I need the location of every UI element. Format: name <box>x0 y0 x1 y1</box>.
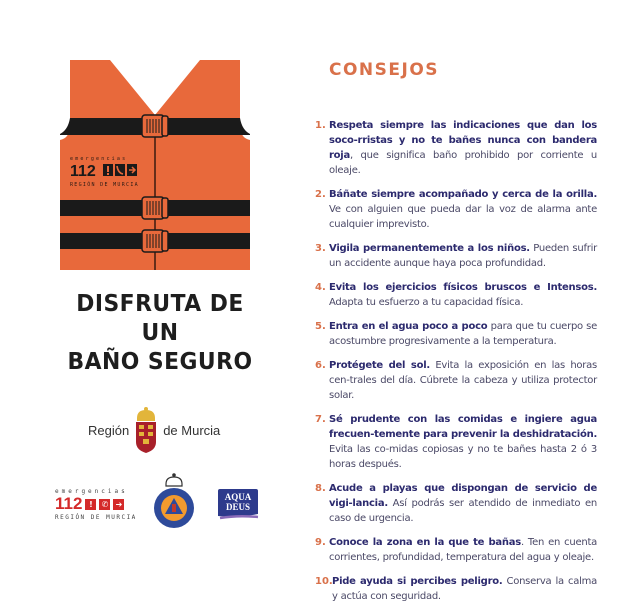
exclamation-icon: ! <box>85 499 96 510</box>
consejos-title: CONSEJOS <box>329 60 440 80</box>
tips-list <box>315 118 597 613</box>
tip-bold-text: Respeta siempre las indicaciones que dan los soco-rristas y no te bañes nunca con bandera roja <box>329 120 597 161</box>
slogan-heading <box>65 290 255 377</box>
de-murcia-word: de Murcia <box>163 422 221 438</box>
tip-bold-text: Evita los ejercicios físicos bruscos e Intensos. <box>329 282 597 293</box>
tip-text: Evita la exposición en las horas cen-trales del día. Cúbrete la cabeza y utiliza protector solar. <box>329 360 598 401</box>
svg-text:REGIÓN DE MURCIA: REGIÓN DE MURCIA <box>70 182 139 188</box>
tip-item <box>315 118 597 178</box>
tip-text: para que tu cuerpo se acostumbre progresivamente a la temperatura. <box>329 321 597 347</box>
tip-number: 7. <box>315 414 326 425</box>
tip-number: 1. <box>315 120 326 131</box>
tip-item <box>315 319 597 349</box>
tip-bold-text: Sé prudente con las comidas e ingiere agua frecuen-temente para prevenir la deshidratación. <box>329 414 597 440</box>
svg-text:112: 112 <box>70 163 96 180</box>
proteccion-civil-logo <box>153 472 195 530</box>
tip-number: 10. <box>315 576 333 587</box>
tip-item <box>315 187 597 232</box>
left-panel <box>0 0 300 567</box>
tip-text: , que significa baño prohibido por corriente u oleaje. <box>329 150 597 176</box>
tip-bold-text: Vigila permanentemente a los niños. <box>329 243 530 254</box>
slogan-line-1: DISFRUTA DE UN <box>76 291 244 346</box>
right-panel <box>300 0 640 602</box>
region-word: Región <box>88 422 130 438</box>
tip-number: 2. <box>315 189 326 200</box>
svg-text:DEUS: DEUS <box>225 502 251 512</box>
tip-bold-text: Entra en el agua poco a poco <box>329 321 488 332</box>
112-number: 112 <box>55 494 83 513</box>
tip-text: Evita las co-midas copiosas y no te bañes hasta 2 ó 3 horas después. <box>329 444 597 470</box>
tip-item <box>315 241 597 271</box>
tip-bold-text: Pide ayuda si percibes peligro. <box>332 576 503 587</box>
tip-text: Adapta tu esfuerzo a tu capacidad física. <box>329 297 524 308</box>
tip-item <box>315 535 597 565</box>
tip-number: 8. <box>315 483 326 494</box>
region-murcia-label: REGIÓN DE MURCIA <box>55 514 137 521</box>
sponsor-logos <box>50 470 270 530</box>
tip-text: Pueden sufrir un accidente aunque haya poca profundidad. <box>329 243 597 269</box>
tip-item <box>315 574 597 604</box>
svg-text:AQUA: AQUA <box>224 492 252 502</box>
tip-number: 5. <box>315 321 326 332</box>
aqua-deus-logo <box>216 488 260 521</box>
tip-item <box>315 481 597 526</box>
phone-icon: ✆ <box>99 499 110 510</box>
tip-item <box>315 280 597 310</box>
tip-number: 9. <box>315 537 326 548</box>
tip-number: 3. <box>315 243 326 254</box>
tip-bold-text: Báñate siempre acompañado y cerca de la orilla. <box>329 189 597 200</box>
emergencias-label: emergencias <box>55 488 128 495</box>
tip-bold-text: Conoce la zona en la que te bañas <box>329 537 521 548</box>
emergencias-112-logo <box>55 488 140 524</box>
arrow-right-icon: ➔ <box>113 499 124 510</box>
slogan-line-2: BAÑO SEGURO <box>67 349 253 375</box>
tip-item <box>315 412 597 472</box>
tip-text: . Ten en cuenta corrientes, profundidad, temperatura del agua y oleaje. <box>329 537 598 563</box>
tip-bold-text: Acude a playas que dispongan de servicio de vigi-lancia. <box>329 483 597 509</box>
tip-text: Así podrás ser atendido de inmediato en caso de urgencia. <box>329 498 597 524</box>
svg-text:emergencias: emergencias <box>70 156 128 162</box>
murcia-coat-of-arms-icon <box>133 406 159 454</box>
tip-number: 4. <box>315 282 326 293</box>
tip-bold-text: Protégete del sol. <box>329 360 430 371</box>
region-de-murcia-logo <box>88 405 238 455</box>
tip-number: 6. <box>315 360 326 371</box>
tip-text: Conserva la calma y actúa con seguridad. <box>332 576 597 602</box>
tip-item <box>315 358 597 403</box>
life-vest-illustration <box>60 60 250 270</box>
tip-text: Ve con alguien que pueda dar la voz de alarma ante cualquier imprevisto. <box>329 204 597 230</box>
